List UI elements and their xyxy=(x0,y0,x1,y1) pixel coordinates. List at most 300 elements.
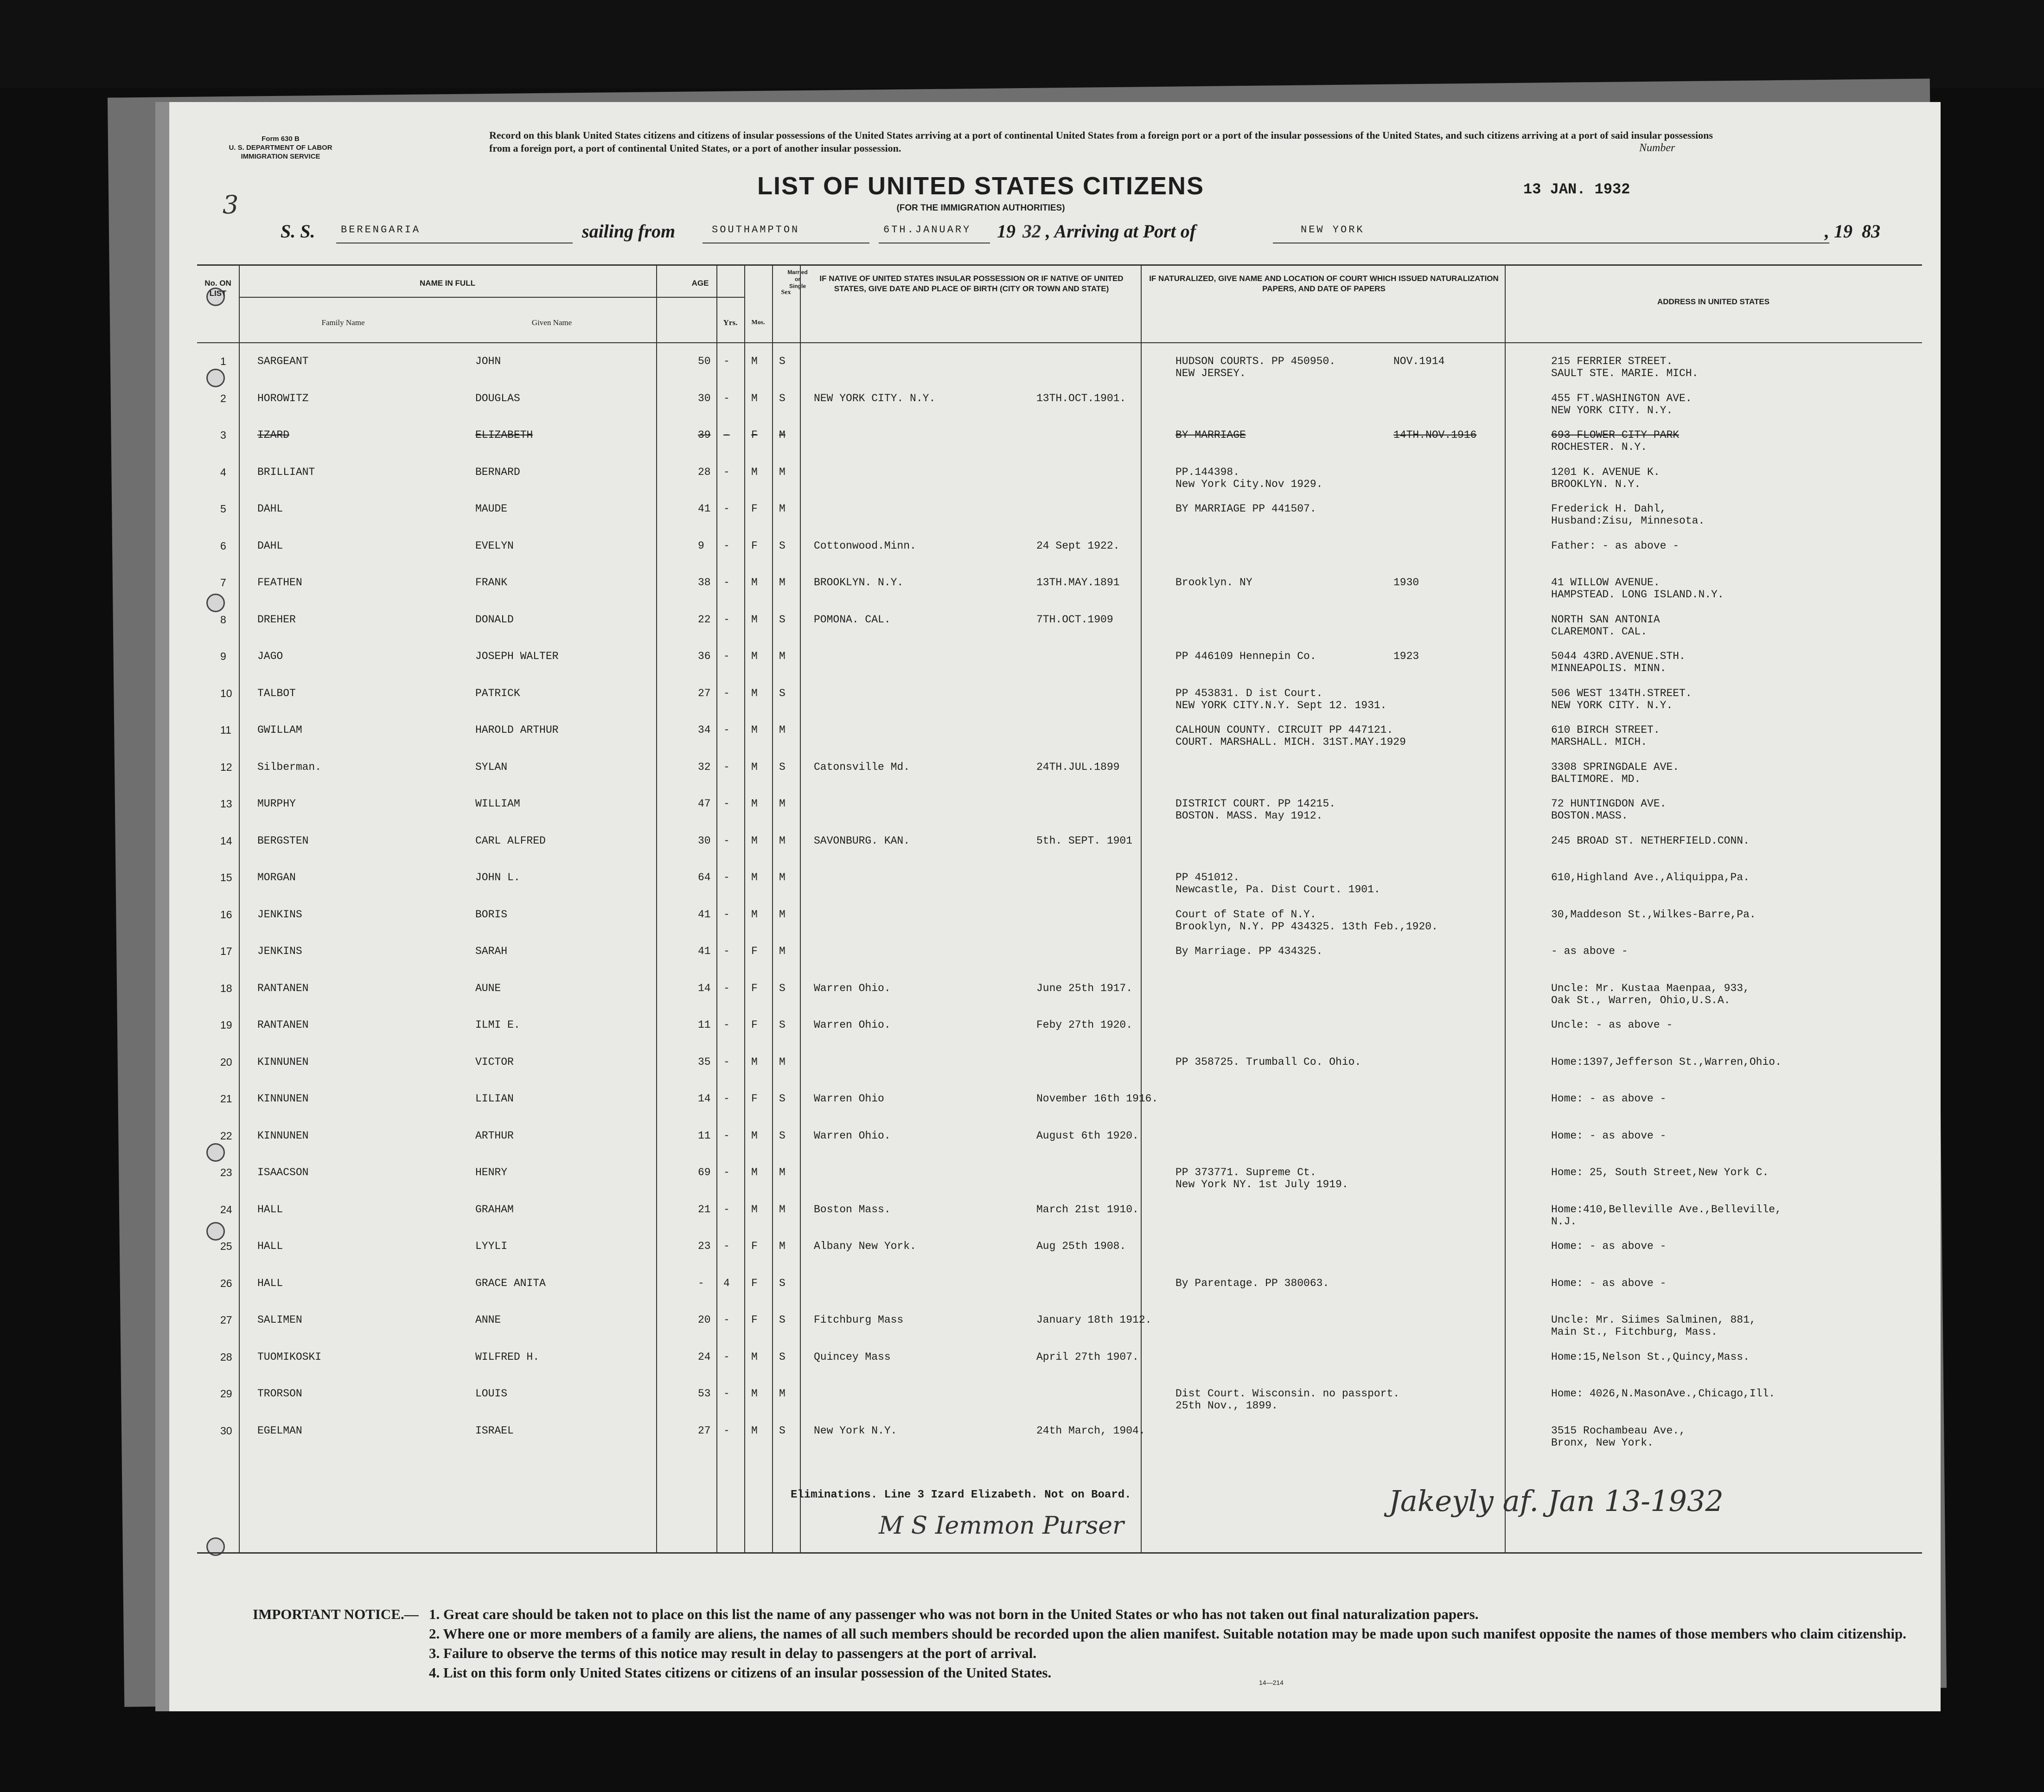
birth-place: NEW YORK CITY. N.Y. xyxy=(814,392,936,404)
marital-status: M xyxy=(779,503,786,515)
year-suffix: 32 xyxy=(1022,221,1041,242)
marital-status: S xyxy=(779,539,786,552)
birth-place: POMONA. CAL. xyxy=(814,613,891,626)
family-name: RANTANEN xyxy=(257,1019,309,1031)
row-number: 4 xyxy=(220,466,226,478)
given-name: BERNARD xyxy=(475,466,520,478)
to-port: NEW YORK xyxy=(1301,224,1365,236)
table-row xyxy=(197,528,1922,564)
table-row xyxy=(197,749,1922,785)
given-name: ELIZABETH xyxy=(475,429,533,441)
given-name: FRANK xyxy=(475,576,508,589)
birth-date: 24 Sept 1922. xyxy=(1036,539,1120,552)
birth-date: April 27th 1907. xyxy=(1036,1350,1139,1363)
marital-status: S xyxy=(779,1424,786,1437)
birth-place: SAVONBURG. KAN. xyxy=(814,834,910,847)
age-months: - xyxy=(723,392,730,404)
sex: M xyxy=(751,466,758,478)
address-line2: Husband:Zisu, Minnesota. xyxy=(1551,515,1705,527)
given-name: PATRICK xyxy=(475,687,520,699)
sex: M xyxy=(751,871,758,883)
age-years: 41 xyxy=(698,503,711,515)
table-row xyxy=(197,1007,1922,1043)
age-years: 28 xyxy=(698,466,711,478)
family-name: Silberman. xyxy=(257,761,322,773)
sex: M xyxy=(751,355,758,367)
given-name: JOHN xyxy=(475,355,501,367)
naturalization-line1: Dist Court. Wisconsin. no passport. xyxy=(1175,1388,1400,1400)
given-name: GRACE ANITA xyxy=(475,1277,546,1289)
given-name: LYYLI xyxy=(475,1240,508,1252)
naturalization-line2: NEW JERSEY. xyxy=(1175,367,1246,379)
row-number: 21 xyxy=(220,1093,232,1105)
naturalization-line2: Newcastle, Pa. Dist Court. 1901. xyxy=(1175,883,1380,896)
age-months: - xyxy=(723,908,730,921)
age-months: - xyxy=(723,1314,730,1326)
birth-place: Warren Ohio. xyxy=(814,982,891,994)
row-number: 25 xyxy=(220,1240,232,1252)
page-title: LIST OF UNITED STATES CITIZENS xyxy=(757,172,1204,200)
birth-place: Catonsville Md. xyxy=(814,761,910,773)
age-months: - xyxy=(723,1019,730,1031)
row-number: 30 xyxy=(220,1424,232,1437)
birth-place: Cottonwood.Minn. xyxy=(814,539,916,552)
birth-date: August 6th 1920. xyxy=(1036,1129,1139,1142)
age-years: 38 xyxy=(698,576,711,589)
age-months: - xyxy=(723,466,730,478)
naturalization-line1: DISTRICT COURT. PP 14215. xyxy=(1175,798,1336,810)
header-yrs: Yrs. xyxy=(723,318,738,327)
sex: M xyxy=(751,576,758,589)
notice-item: 3. Failure to observe the terms of this notice may result in delay to passengers at the port of arrival. xyxy=(429,1645,1037,1661)
voyage-line xyxy=(281,220,1922,248)
naturalization-line1: By Parentage. PP 380063. xyxy=(1175,1277,1329,1289)
age-months: - xyxy=(723,1424,730,1437)
naturalization-date: 14TH.NOV.1916 xyxy=(1393,429,1477,441)
marital-status: M xyxy=(779,1166,786,1178)
from-port: SOUTHAMPTON xyxy=(712,224,800,236)
age-years: 20 xyxy=(698,1314,711,1326)
age-months: - xyxy=(723,503,730,515)
given-name: CARL ALFRED xyxy=(475,834,546,847)
address-line1: 41 WILLOW AVENUE. xyxy=(1551,576,1660,589)
form-id-line: IMMIGRATION SERVICE xyxy=(241,153,320,160)
marital-status: S xyxy=(779,1314,786,1326)
age-years: 41 xyxy=(698,908,711,921)
address-line1: 610 BIRCH STREET. xyxy=(1551,724,1660,736)
row-number: 13 xyxy=(220,798,232,810)
sex: M xyxy=(751,1203,758,1216)
family-name: HALL xyxy=(257,1203,283,1216)
birth-date: Feby 27th 1920. xyxy=(1036,1019,1133,1031)
age-years: 14 xyxy=(698,1093,711,1105)
address-line1: Home:15,Nelson St.,Quincy,Mass. xyxy=(1551,1350,1750,1363)
address-line2: Main St., Fitchburg, Mass. xyxy=(1551,1326,1718,1338)
address-line1: Home: - as above - xyxy=(1551,1240,1667,1252)
address-line1: 3515 Rochambeau Ave., xyxy=(1551,1424,1686,1437)
table-row xyxy=(197,564,1922,601)
sex: M xyxy=(751,761,758,773)
birth-date: June 25th 1917. xyxy=(1036,982,1133,994)
birth-date: 13TH.OCT.1901. xyxy=(1036,392,1126,404)
naturalization-line2: COURT. MARSHALL. MICH. 31ST.MAY.1929 xyxy=(1175,736,1406,748)
birth-place: Quincey Mass xyxy=(814,1350,891,1363)
address-line2: NEW YORK CITY. N.Y. xyxy=(1551,404,1673,416)
sex: F xyxy=(751,429,758,441)
ss-label: S. S. xyxy=(281,221,315,242)
address-line1: Uncle: - as above - xyxy=(1551,1019,1673,1031)
marital-status: M xyxy=(779,908,786,921)
notice-items xyxy=(429,1605,1913,1683)
marital-status: M xyxy=(779,429,786,441)
age-years: 41 xyxy=(698,945,711,957)
table-row xyxy=(197,675,1922,711)
given-name: WILFRED H. xyxy=(475,1350,540,1363)
age-months: - xyxy=(723,1166,730,1178)
given-name: DONALD xyxy=(475,613,514,626)
row-number: 11 xyxy=(220,724,231,736)
row-number: 9 xyxy=(220,650,226,662)
table-row xyxy=(197,786,1922,822)
birth-date: 7TH.OCT.1909 xyxy=(1036,613,1113,626)
number-label: Number xyxy=(1639,142,1675,154)
marital-status: M xyxy=(779,1056,786,1068)
address-line1: NORTH SAN ANTONIA xyxy=(1551,613,1660,626)
family-name: SARGEANT xyxy=(257,355,309,367)
address-line2: NEW YORK CITY. N.Y. xyxy=(1551,699,1673,711)
header-birth: IF NATIVE OF UNITED STATES INSULAR POSSESSION OR IF NATIVE OF UNITED STATES, GIVE DATE AND PLACE OF BIRTH (CITY OR TOWN AND STATE) xyxy=(819,274,1124,293)
given-name: ANNE xyxy=(475,1314,501,1326)
birth-date: 13TH.MAY.1891 xyxy=(1036,576,1120,589)
birth-place: BROOKLYN. N.Y. xyxy=(814,576,904,589)
address-line1: Home:410,Belleville Ave.,Belleville, xyxy=(1551,1203,1782,1216)
sex: F xyxy=(751,1314,758,1326)
arrival-year-prefix: , 19 xyxy=(1825,221,1852,242)
sex: F xyxy=(751,1093,758,1105)
naturalization-line1: By Marriage. PP 434325. xyxy=(1175,945,1323,957)
age-months: - xyxy=(723,1240,730,1252)
given-name: GRAHAM xyxy=(475,1203,514,1216)
age-months: 4 xyxy=(723,1277,730,1289)
naturalization-line2: New York City.Nov 1929. xyxy=(1175,478,1323,490)
marital-status: M xyxy=(779,576,786,589)
address-line1: Father: - as above - xyxy=(1551,539,1680,552)
record-instructions: Record on this blank United States citizens and citizens of insular possessions of the United States arriving at a port of continental United States from a foreign port or a port of the insular possessions of the United States, and such citizens arriving at a port of said insular possessions from a foreign port, a port of continental United States, or a port of another insular possession. xyxy=(489,129,1713,154)
marital-status: S xyxy=(779,1093,786,1105)
age-years: 50 xyxy=(698,355,711,367)
family-name: DAHL xyxy=(257,539,283,552)
table-row xyxy=(197,417,1922,453)
row-number: 17 xyxy=(220,945,232,957)
address-line1: Home:1397,Jefferson St.,Warren,Ohio. xyxy=(1551,1056,1782,1068)
header-naturalized: IF NATURALIZED, GIVE NAME AND LOCATION OF COURT WHICH ISSUED NATURALIZATION PAPERS, AND DATE OF PAPERS xyxy=(1149,274,1499,293)
sex: M xyxy=(751,1424,758,1437)
family-name: ISAACSON xyxy=(257,1166,309,1178)
address-line1: 506 WEST 134TH.STREET. xyxy=(1551,687,1692,699)
row-number: 1 xyxy=(220,355,226,367)
year-prefix: 19 xyxy=(997,221,1016,242)
marital-status: S xyxy=(779,687,786,699)
age-years: 53 xyxy=(698,1388,711,1400)
header-sex: Sex xyxy=(781,289,791,296)
sex: M xyxy=(751,834,758,847)
table-row xyxy=(197,602,1922,638)
table-row xyxy=(197,1228,1922,1264)
row-number: 8 xyxy=(220,613,226,626)
given-name: WILLIAM xyxy=(475,798,520,810)
table-row xyxy=(197,970,1922,1006)
given-name: LOUIS xyxy=(475,1388,508,1400)
given-name: MAUDE xyxy=(475,503,508,515)
row-number: 20 xyxy=(220,1056,232,1068)
age-months: - xyxy=(723,650,730,662)
birth-place: Albany New York. xyxy=(814,1240,916,1252)
sex: M xyxy=(751,650,758,662)
given-name: JOHN L. xyxy=(475,871,520,883)
age-years: 64 xyxy=(698,871,711,883)
age-months: - xyxy=(723,1056,730,1068)
sex: F xyxy=(751,982,758,994)
address-line2: CLAREMONT. CAL. xyxy=(1551,625,1648,638)
given-name: SYLAN xyxy=(475,761,508,773)
naturalization-line1: PP 446109 Hennepin Co. xyxy=(1175,650,1316,662)
arrival-year-suffix: 83 xyxy=(1862,221,1880,242)
marital-status: M xyxy=(779,724,786,736)
family-name: HOROWITZ xyxy=(257,392,309,404)
table-row xyxy=(197,491,1922,527)
family-name: JENKINS xyxy=(257,945,302,957)
address-line2: HAMPSTEAD. LONG ISLAND.N.Y. xyxy=(1551,589,1724,601)
family-name: MURPHY xyxy=(257,798,296,810)
marital-status: S xyxy=(779,761,786,773)
header-given-name: Given Name xyxy=(531,318,572,327)
sex: F xyxy=(751,1240,758,1252)
family-name: IZARD xyxy=(257,429,290,441)
marital-status: M xyxy=(779,1240,786,1252)
address-line2: Oak St., Warren, Ohio,U.S.A. xyxy=(1551,994,1731,1006)
age-years: 24 xyxy=(698,1350,711,1363)
address-line1: - as above - xyxy=(1551,945,1628,957)
row-number: 16 xyxy=(220,908,232,921)
address-line1: Home: 25, South Street,New York C. xyxy=(1551,1166,1769,1178)
given-name: ARTHUR xyxy=(475,1129,514,1142)
birth-place: Warren Ohio xyxy=(814,1093,884,1105)
table-row xyxy=(197,1302,1922,1338)
table-row xyxy=(197,712,1922,748)
notice-item: 1. Great care should be taken not to place on this list the name of any passenger who was not born in the United States or who has not taken out final naturalization papers. xyxy=(429,1606,1479,1622)
family-name: TALBOT xyxy=(257,687,296,699)
row-number: 27 xyxy=(220,1314,232,1326)
age-months: - xyxy=(723,355,730,367)
margin-number: 3 xyxy=(223,190,239,219)
age-years: 36 xyxy=(698,650,711,662)
given-name: LILIAN xyxy=(475,1093,514,1105)
birth-date: March 21st 1910. xyxy=(1036,1203,1139,1216)
birth-place: New York N.Y. xyxy=(814,1424,897,1437)
table-row xyxy=(197,1376,1922,1412)
table-row xyxy=(197,859,1922,896)
notice-item: 2. Where one or more members of a family are aliens, the names of all such members should be recorded upon the alien manifest. Suitable notation may be made upon such manifest opposite the names of those members who claim citizenship. xyxy=(429,1626,1907,1642)
given-name: HENRY xyxy=(475,1166,508,1178)
header-married-single: Married or Single xyxy=(787,269,808,289)
marital-status: S xyxy=(779,982,786,994)
given-name: ISRAEL xyxy=(475,1424,514,1437)
sex: F xyxy=(751,1277,758,1289)
sex: M xyxy=(751,687,758,699)
age-months: - xyxy=(723,576,730,589)
row-number: 12 xyxy=(220,761,232,773)
address-line1: Home: - as above - xyxy=(1551,1129,1667,1142)
table-row xyxy=(197,1339,1922,1375)
naturalization-date: 1923 xyxy=(1393,650,1419,662)
sex: M xyxy=(751,1166,758,1178)
film-border xyxy=(0,0,2044,88)
address-line1: 610,Highland Ave.,Aliquippa,Pa. xyxy=(1551,871,1750,883)
form-id xyxy=(225,134,336,161)
address-line1: 455 FT.WASHINGTON AVE. xyxy=(1551,392,1692,404)
table-row xyxy=(197,1413,1922,1449)
row-number: 14 xyxy=(220,834,232,847)
family-name: DAHL xyxy=(257,503,283,515)
marital-status: M xyxy=(779,871,786,883)
sex: M xyxy=(751,392,758,404)
eliminations-note: Eliminations. Line 3 Izard Elizabeth. Not on Board. xyxy=(791,1489,1131,1501)
naturalization-line2: New York NY. 1st July 1919. xyxy=(1175,1178,1348,1190)
given-name: EVELYN xyxy=(475,539,514,552)
family-name: KINNUNEN xyxy=(257,1093,309,1105)
given-name: HAROLD ARTHUR xyxy=(475,724,559,736)
row-number: 5 xyxy=(220,503,226,515)
table-row xyxy=(197,1154,1922,1190)
birth-date: 24th March, 1904. xyxy=(1036,1424,1145,1437)
address-line1: Home: - as above - xyxy=(1551,1093,1667,1105)
header-name-in-full: NAME IN FULL xyxy=(420,279,475,288)
naturalization-line1: PP 373771. Supreme Ct. xyxy=(1175,1166,1316,1178)
age-years: 9 xyxy=(698,539,704,552)
address-line1: Home: 4026,N.MasonAve.,Chicago,Ill. xyxy=(1551,1388,1776,1400)
age-years: 30 xyxy=(698,392,711,404)
age-months: - xyxy=(723,982,730,994)
naturalization-line1: PP 358725. Trumball Co. Ohio. xyxy=(1175,1056,1361,1068)
sex: F xyxy=(751,945,758,957)
row-number: 18 xyxy=(220,982,232,994)
age-months: - xyxy=(723,871,730,883)
address-line1: 1201 K. AVENUE K. xyxy=(1551,466,1660,478)
family-name: MORGAN xyxy=(257,871,296,883)
sex: M xyxy=(751,1056,758,1068)
naturalization-line1: PP 451012. xyxy=(1175,871,1240,883)
sex: M xyxy=(751,908,758,921)
marital-status: S xyxy=(779,613,786,626)
family-name: JENKINS xyxy=(257,908,302,921)
age-years: 35 xyxy=(698,1056,711,1068)
address-line1: Uncle: Mr. Kustaa Maenpaa, 933, xyxy=(1551,982,1750,994)
inspector-signature: Jakeyly af. Jan 13-1932 xyxy=(1389,1484,1724,1518)
age-years: - xyxy=(698,1277,704,1289)
sailing-label: sailing from xyxy=(582,221,676,242)
given-name: AUNE xyxy=(475,982,501,994)
age-months: - xyxy=(723,429,730,441)
address-line2: BALTIMORE. MD. xyxy=(1551,773,1641,785)
address-line2: ROCHESTER. N.Y. xyxy=(1551,441,1648,453)
age-years: 30 xyxy=(698,834,711,847)
address-line1: 693 FLOWER CITY PARK xyxy=(1551,429,1680,441)
address-line2: Bronx, New York. xyxy=(1551,1436,1654,1449)
address-line1: Frederick H. Dahl, xyxy=(1551,503,1667,515)
naturalization-line1: CALHOUN COUNTY. CIRCUIT PP 447121. xyxy=(1175,724,1393,736)
family-name: BRILLIANT xyxy=(257,466,315,478)
sex: M xyxy=(751,798,758,810)
age-years: 11 xyxy=(698,1019,711,1031)
manifest-page xyxy=(169,102,1941,1711)
form-id-line: Form 630 B xyxy=(262,135,300,143)
given-name: SARAH xyxy=(475,945,508,957)
family-name: TRORSON xyxy=(257,1388,302,1400)
age-years: 22 xyxy=(698,613,711,626)
page-subtitle: (FOR THE IMMIGRATION AUTHORITIES) xyxy=(896,203,1065,213)
age-months: - xyxy=(723,687,730,699)
address-line1: 3308 SPRINGDALE AVE. xyxy=(1551,761,1680,773)
age-years: 27 xyxy=(698,1424,711,1437)
row-number: 26 xyxy=(220,1277,232,1289)
table-row xyxy=(197,896,1922,933)
sex: F xyxy=(751,539,758,552)
table-row xyxy=(197,1081,1922,1117)
sex: M xyxy=(751,613,758,626)
marital-status: M xyxy=(779,1388,786,1400)
row-number: 29 xyxy=(220,1388,232,1400)
age-months: - xyxy=(723,613,730,626)
marital-status: S xyxy=(779,1277,786,1289)
age-years: 14 xyxy=(698,982,711,994)
form-code: 14—214 xyxy=(1259,1679,1284,1686)
notice-heading: IMPORTANT NOTICE.— xyxy=(253,1606,419,1622)
notice-item: 4. List on this form only United States citizens or citizens of an insular possession of the United States. xyxy=(429,1664,1052,1681)
table-row xyxy=(197,933,1922,969)
marital-status: M xyxy=(779,798,786,810)
address-line2: BROOKLYN. N.Y. xyxy=(1551,478,1641,490)
age-years: 34 xyxy=(698,724,711,736)
age-months: - xyxy=(723,1350,730,1363)
sex: F xyxy=(751,503,758,515)
row-number: 23 xyxy=(220,1166,232,1178)
marital-status: S xyxy=(779,1129,786,1142)
age-months: - xyxy=(723,724,730,736)
age-months: - xyxy=(723,1129,730,1142)
birth-date: January 18th 1912. xyxy=(1036,1314,1152,1326)
naturalization-line1: BY MARRIAGE xyxy=(1175,429,1246,441)
table-row xyxy=(197,638,1922,674)
arriving-label: , Arriving at Port of xyxy=(1046,221,1196,242)
address-line2: N.J. xyxy=(1551,1215,1577,1228)
birth-place: Fitchburg Mass xyxy=(814,1314,904,1326)
row-number: 22 xyxy=(220,1129,232,1142)
table-row xyxy=(197,823,1922,859)
age-years: 32 xyxy=(698,761,711,773)
address-line1: 30,Maddeson St.,Wilkes-Barre,Pa. xyxy=(1551,908,1756,921)
row-number: 15 xyxy=(220,871,232,883)
address-line2: MARSHALL. MICH. xyxy=(1551,736,1648,748)
table-row xyxy=(197,380,1922,416)
marital-status: S xyxy=(779,355,786,367)
marital-status: M xyxy=(779,1203,786,1216)
marital-status: M xyxy=(779,466,786,478)
form-id-line: U. S. DEPARTMENT OF LABOR xyxy=(229,144,332,152)
naturalization-line1: Brooklyn. NY xyxy=(1175,576,1252,589)
family-name: KINNUNEN xyxy=(257,1056,309,1068)
purser-signature: M S Iemmon Purser xyxy=(879,1512,1124,1540)
family-name: JAGO xyxy=(257,650,283,662)
